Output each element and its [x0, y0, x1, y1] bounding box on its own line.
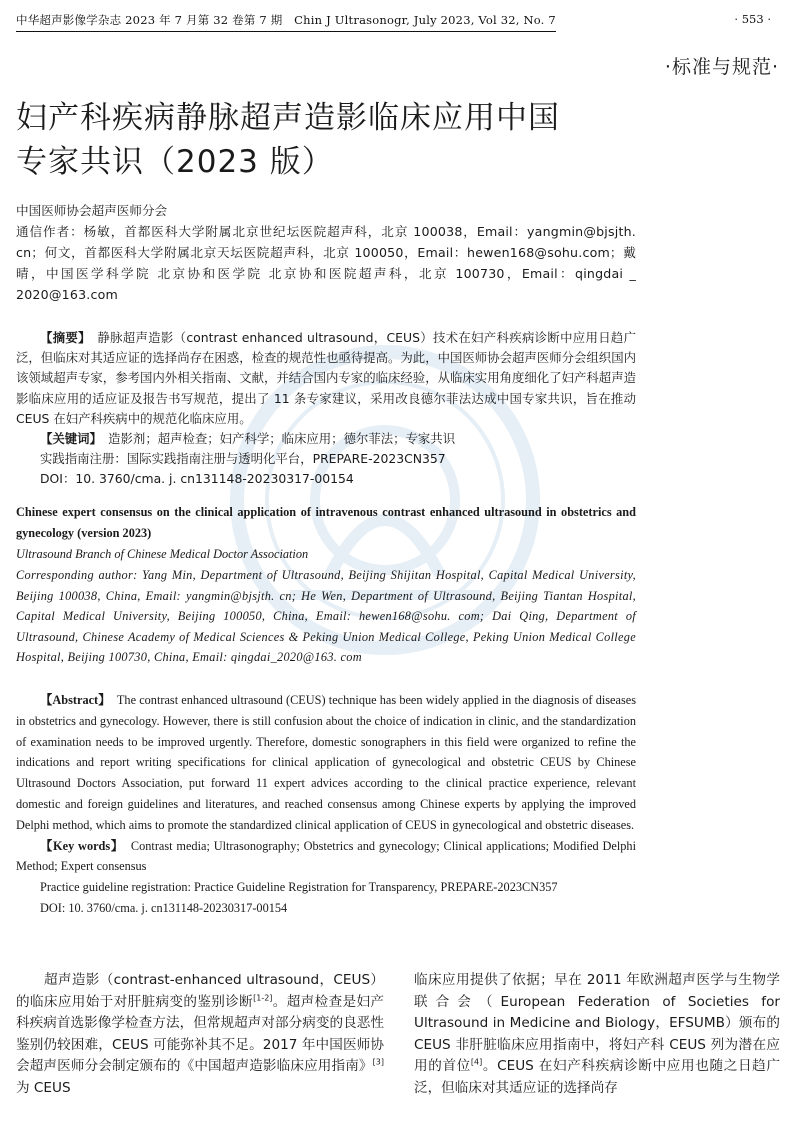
- abstract-body: 静脉超声造影（contrast enhanced ultrasound，CEUS）技术在妇产科疾病诊断中应用日趋广泛，但临床对其适应证的选择尚存在困惑，检查的规范性也亟待提高。为此，中国医师协会超声医师分会组织国内该领域超声专家，参考国内外相关指南、文献，并结合国内专家的临床经验，从临床实用角度细化了妇产科超声造影临床应用的适应证及报告书写规范，提出了 11 条专家建议，采用改良德尔菲法达成中国专家共识，旨在推动 CEUS 在妇产科疾病中的规范化临床应用。: [16, 330, 637, 426]
- body-paragraph-left: [16, 970, 384, 1100]
- author-block: [16, 200, 636, 305]
- chinese-abstract: [16, 328, 636, 490]
- title-line-1: 妇产科疾病静脉超声造影临床应用中国: [16, 100, 560, 136]
- keywords-text: 造影剂；超声检查；妇产科学；临床应用；德尔菲法；专家共识: [108, 431, 456, 447]
- citation-ref[interactable]: [4]: [470, 1057, 483, 1067]
- chinese-registration: 实践指南注册：国际实践指南注册与透明化平台，PREPARE-2023CN357: [40, 451, 446, 467]
- english-organization: Ultrasound Branch of Chinese Medical Doctor Association: [16, 547, 309, 561]
- body-text: 。CEUS 在妇产科疾病诊断中应用也随之日趋广泛，但临床对其适应证的选择尚存: [414, 1058, 781, 1096]
- chinese-keywords: [16, 429, 636, 449]
- english-abstract-label: 【Abstract】: [40, 693, 105, 707]
- column-label: ·标准与规范·: [664, 56, 779, 78]
- title-line-2: 专家共识（2023 版）: [16, 144, 334, 180]
- keywords-label: 【关键词】: [40, 431, 96, 447]
- chinese-abstract-text: [16, 328, 636, 429]
- english-keywords: [16, 836, 636, 878]
- chinese-doi: DOI：10. 3760/cma. j. cn131148-20230317-00154: [40, 471, 354, 487]
- english-registration: Practice guideline registration: Practice Guideline Registration for Transparency, PREPARE-2023CN357: [40, 880, 558, 895]
- citation-ref[interactable]: [3]: [372, 1057, 384, 1067]
- english-abstract: [16, 690, 636, 919]
- running-header: [16, 8, 779, 32]
- citation-ref[interactable]: [1-2]: [253, 993, 273, 1003]
- body-text: 超声造影（contrast-enhanced ultrasound，CEUS）的临床应用始于对肝脏病变的鉴别诊断: [16, 972, 384, 1010]
- english-abstract-text: [16, 690, 636, 836]
- author-organization: 中国医师协会超声医师分会: [16, 203, 168, 218]
- english-corresponding-authors: Corresponding author: Yang Min, Department of Ultrasound, Beijing Shijitan Hospital, Capital Medical University, Beijing 100038, China, Email: yangmin@bjsjth. cn; He Wen, Department of Ultrasound, Beijing Tiantan Hospital, Capital Medical University, Beijing 100050, China, Email: hewen168@sohu. com; Dai Qing, Department of Ultrasound, Chinese Academy of Medical Sciences & Peking Union Medical College, Peking Union Medical College Hospital, Beijing 100730, China, Email: qingdai_2020@163. com: [16, 568, 636, 665]
- body-column-right: [414, 970, 780, 1100]
- journal-info: 中华超声影像学杂志 2023 年 7 月第 32 卷第 7 期 Chin J Ultrasonogr, July 2023, Vol 32, No. 7: [16, 12, 556, 32]
- english-keywords-label: 【Key words】: [40, 838, 118, 853]
- english-doi: DOI: 10. 3760/cma. j. cn131148-20230317-00154: [40, 900, 288, 915]
- abstract-label: 【摘要】: [40, 330, 85, 345]
- page-number: · 553 ·: [734, 12, 771, 26]
- english-abstract-body: The contrast enhanced ultrasound (CEUS) technique has been widely applied in the diagnosis of diseases in obstetrics and gynecology. However, there is still confusion about the choice of indication in clinic, and the standardization of examination needs to be improved urgently. Therefore, domestic sonographers in this field were organized to refine the indications and report writing specifications for clinical application of gynecological and obstetric CEUS by Chinese Ultrasound Doctors Association, put forward 11 expert advices according to the clinical practice experience, relevant domestic and foreign guidelines and literatures, and reached consensus among Chinese experts by applying the improved Delphi method, which aims to promote the standardized clinical application of CEUS in gynecological and obstetric diseases.: [16, 693, 636, 832]
- body-paragraph-right: [414, 970, 780, 1100]
- body-text: 临床应用提供了依据；早在 2011 年欧洲超声医学与生物学联合会（European Federation of Societies for Ultrasound in Medicine and Biology，EFSUMB）颁布的 CEUS 非肝脏临床应用指南中，将妇产科 CEUS 列为潜在应用的首位: [414, 972, 780, 1075]
- corresponding-authors: 通信作者：杨敏，首都医科大学附属北京世纪坛医院超声科，北京 100038，Email：yangmin@bjsjth. cn；何文，首都医科大学附属北京天坛医院超声科，北京 100050，Email：hewen168@sohu.com；戴晴，中国医学科学院 北京协和医学院 北京协和医院超声科，北京 100730，Email：qingdai _ 2020@163.com: [16, 224, 636, 302]
- english-keywords-text: Contrast media; Ultrasonography; Obstetrics and gynecology; Clinical applications; Modified Delphi Method; Expert consensus: [16, 838, 636, 874]
- article-title: [16, 96, 636, 184]
- body-text: 为 CEUS: [16, 1079, 71, 1096]
- english-title: Chinese expert consensus on the clinical application of intravenous contrast enhanced ultrasound in obstetrics and gynecology (version 2023): [16, 505, 636, 540]
- body-column-left: [16, 970, 384, 1100]
- body-text: 。超声检查是妇产科疾病首选影像学检查方法，但常规超声对部分病变的良恶性鉴别仍较困难，CEUS 可能弥补其不足。2017 年中国医师协会超声医师分会制定颁布的《中国超声造影临床应用指南》: [16, 993, 385, 1075]
